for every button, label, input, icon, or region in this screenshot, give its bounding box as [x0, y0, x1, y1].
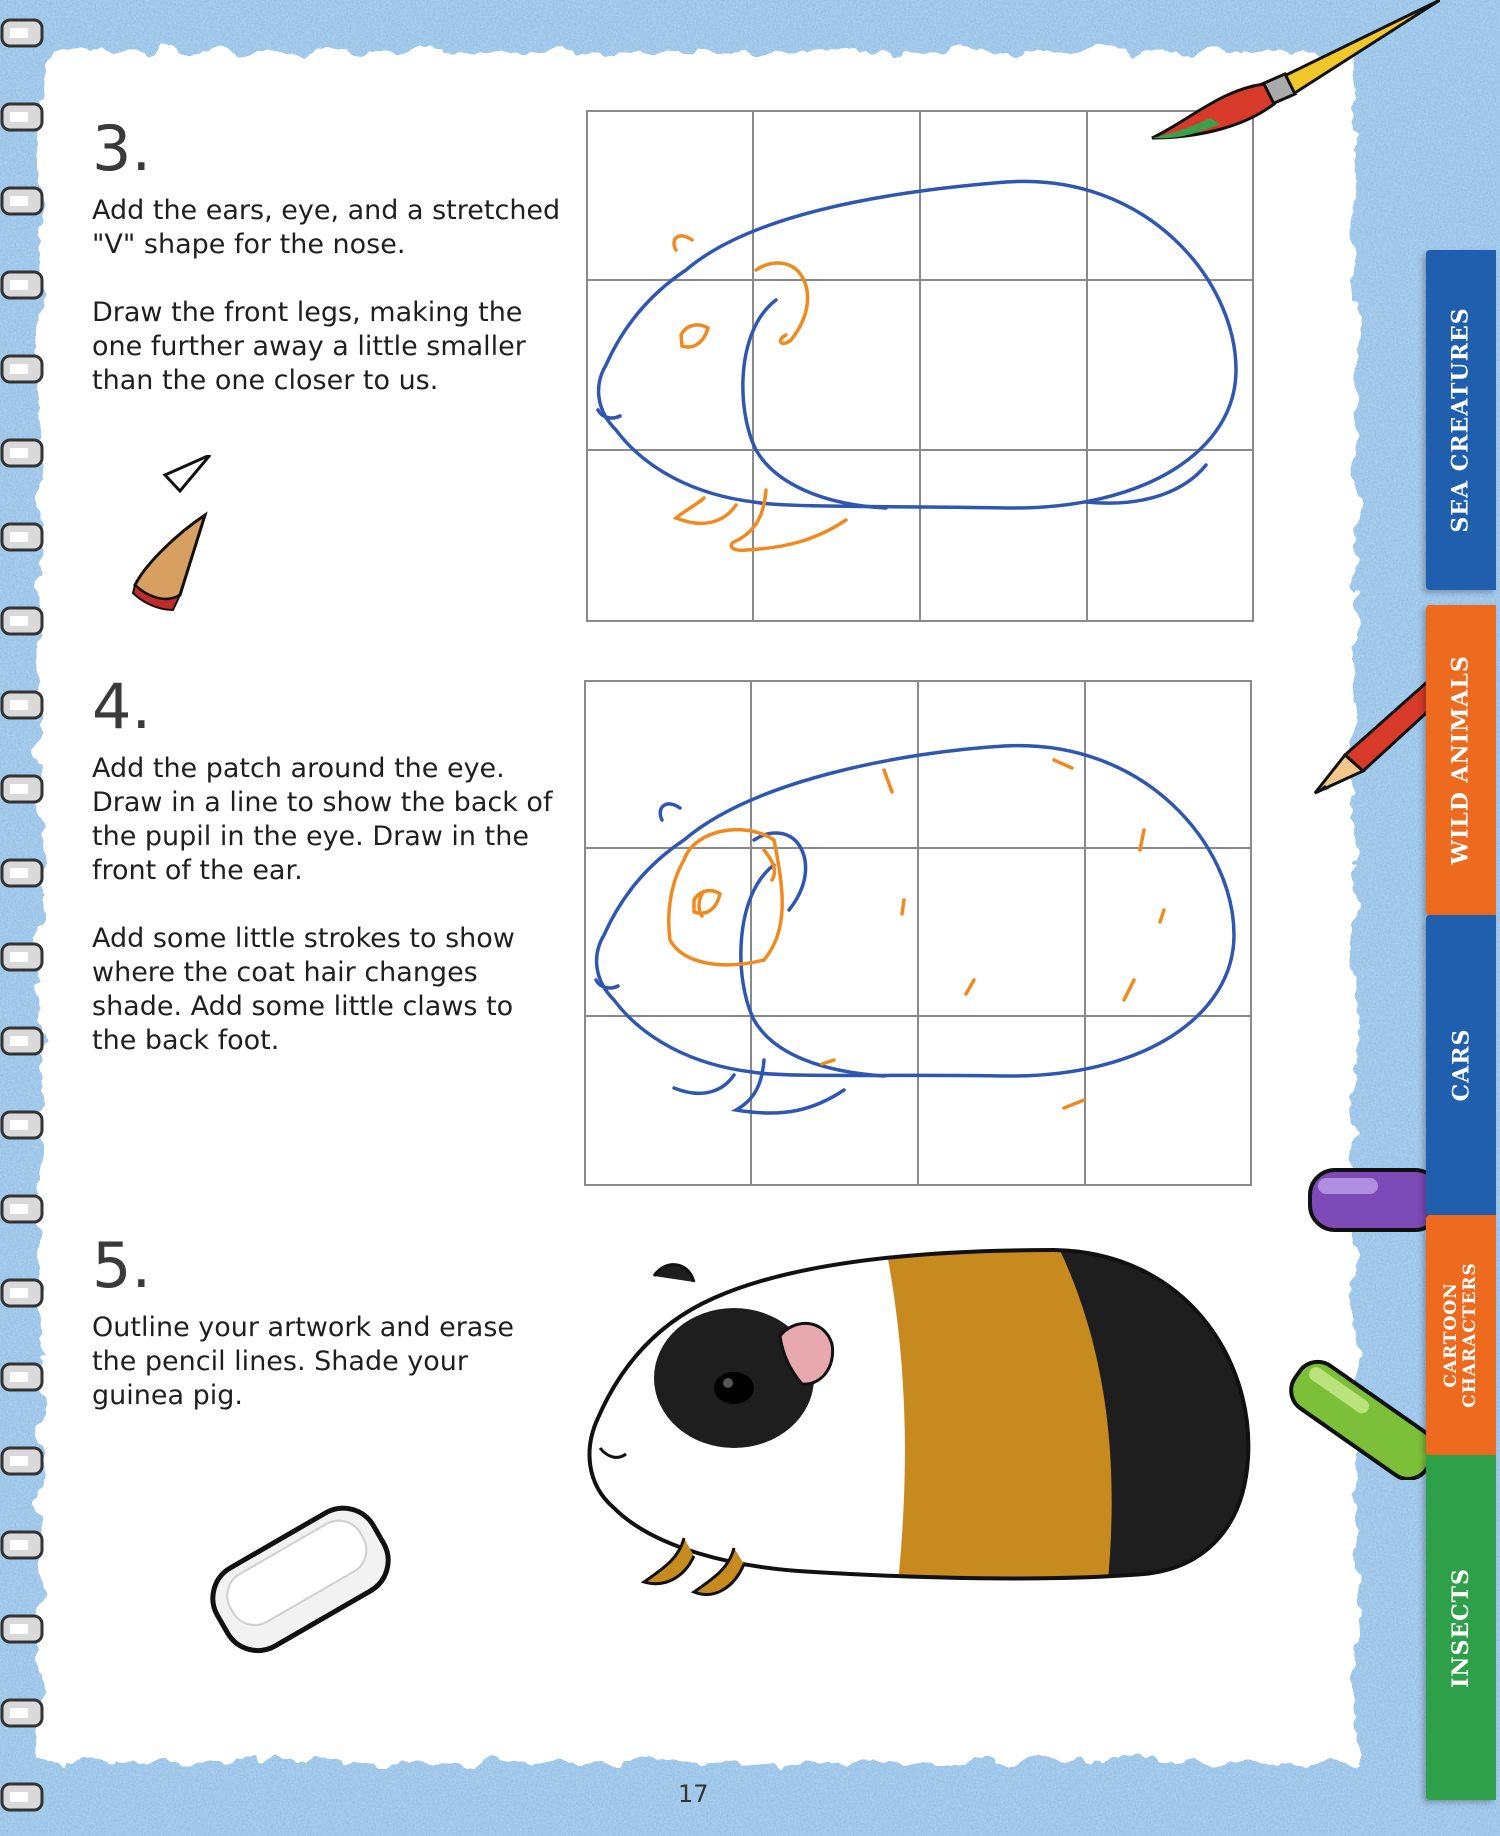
- step-4-drawing-grid: [584, 680, 1252, 1186]
- tab-wild-animals[interactable]: [1426, 605, 1496, 915]
- tab-insects[interactable]: [1426, 1455, 1496, 1800]
- spiral-ring: [2, 1196, 42, 1222]
- spiral-ring: [2, 1784, 42, 1810]
- spiral-ring: [2, 356, 42, 382]
- step-instruction: Draw the front legs, making the one further away a little smaller than the one closer to us.: [92, 297, 526, 396]
- spiral-ring: [2, 1280, 42, 1306]
- step-instruction: Outline your artwork and erase the pencil lines. Shade your guinea pig.: [92, 1312, 515, 1411]
- green-marker-icon: [1285, 1350, 1430, 1480]
- step-4: [92, 670, 562, 1092]
- spiral-ring: [2, 1616, 42, 1642]
- spiral-ring: [2, 1700, 42, 1726]
- step-instruction: Add some little strokes to show where the coat hair changes shade. Add some little claws to the back foot.: [92, 923, 515, 1056]
- tab-cars[interactable]: [1426, 915, 1496, 1215]
- step-instruction: Add the patch around the eye. Draw in a line to show the back of the pupil in the eye. Draw in the front of the ear.: [92, 753, 553, 886]
- step-number: 4.: [92, 670, 152, 743]
- page-number: 17: [678, 1780, 709, 1808]
- spiral-ring: [2, 272, 42, 298]
- step-3: [92, 112, 562, 432]
- spiral-ring: [2, 440, 42, 466]
- tab-cartoon-characters[interactable]: [1426, 1215, 1496, 1455]
- eraser-icon: [178, 1480, 418, 1670]
- tab-label: CARS: [1448, 1028, 1474, 1102]
- step-number: 3.: [92, 112, 152, 185]
- tab-label: WILD ANIMALS: [1448, 655, 1475, 865]
- spiral-ring: [2, 776, 42, 802]
- spiral-ring: [2, 1112, 42, 1138]
- spiral-ring: [2, 1364, 42, 1390]
- step-number: 5.: [92, 1229, 152, 1302]
- tab-label: CARTOON CHARACTERS: [1441, 1262, 1481, 1408]
- tab-label: SEA CREATURES: [1448, 307, 1474, 533]
- spiral-ring: [2, 692, 42, 718]
- spiral-ring: [2, 1532, 42, 1558]
- pencil-shaving-icon: [125, 455, 220, 615]
- step-3-drawing-grid: [586, 110, 1254, 622]
- step-5: [92, 1229, 562, 1447]
- spiral-ring: [2, 104, 42, 130]
- spiral-ring: [2, 20, 42, 46]
- spiral-ring: [2, 944, 42, 970]
- finished-guinea-pig: [584, 1238, 1256, 1618]
- spiral-ring: [2, 188, 42, 214]
- spiral-ring: [2, 1448, 42, 1474]
- spiral-binding: [0, 0, 50, 1836]
- paintbrush-icon: [1150, 0, 1440, 150]
- tab-label: INSECTS: [1448, 1567, 1475, 1688]
- tab-sea-creatures[interactable]: [1426, 250, 1496, 590]
- spiral-ring: [2, 860, 42, 886]
- pencil-icon: [1285, 675, 1435, 815]
- spiral-ring: [2, 524, 42, 550]
- step-instruction: Add the ears, eye, and a stretched "V" shape for the nose.: [92, 195, 561, 260]
- purple-marker-icon: [1300, 1150, 1430, 1250]
- spiral-ring: [2, 608, 42, 634]
- spiral-ring: [2, 1028, 42, 1054]
